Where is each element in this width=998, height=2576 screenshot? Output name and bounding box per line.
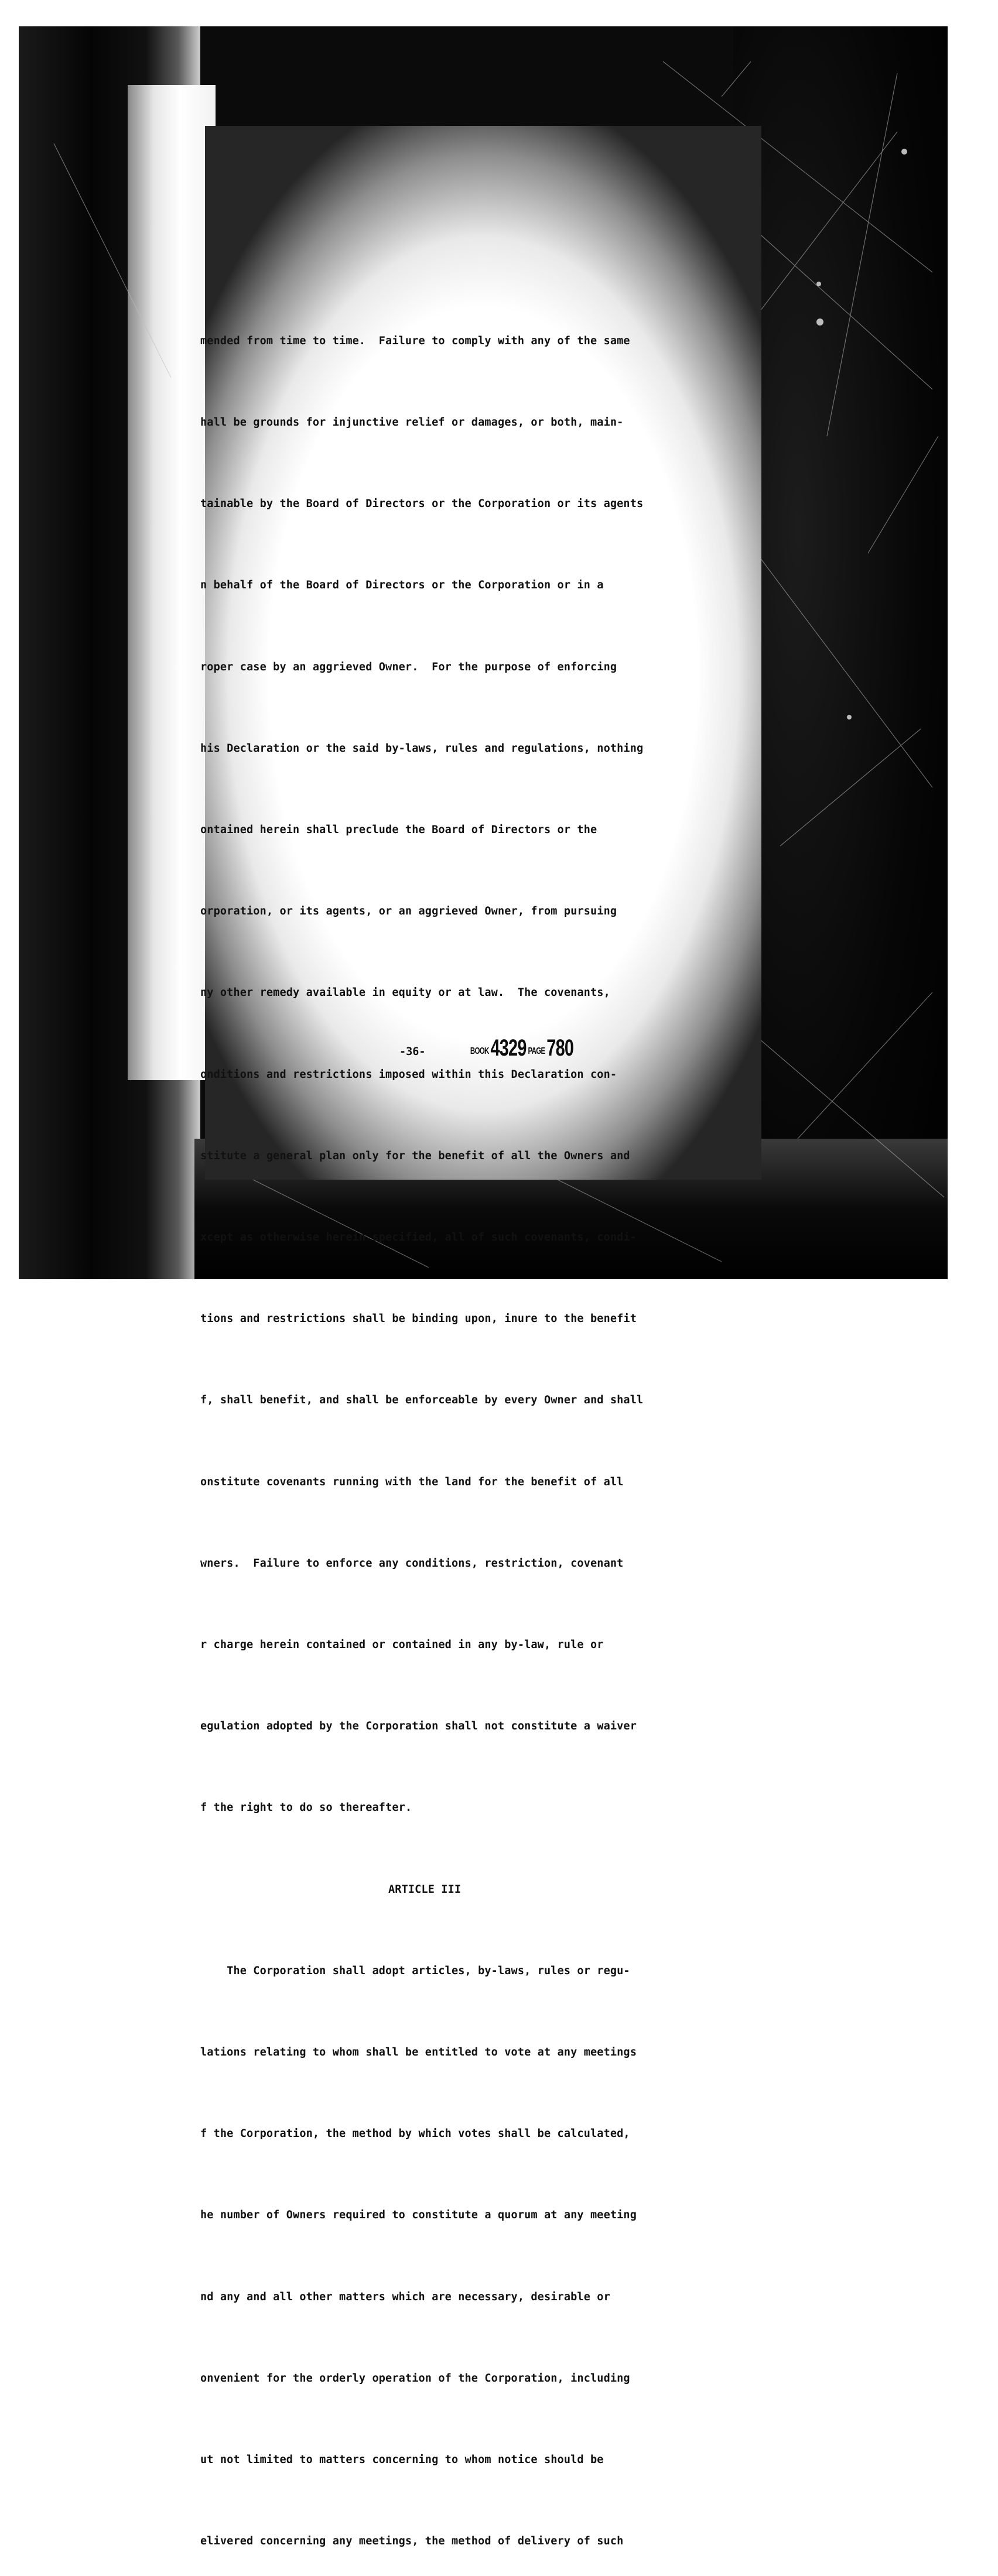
text-line: lations relating to whom shall be entitled to vote at any meetings [200,2046,637,2059]
text-line: The Corporation shall adopt articles, by-laws, rules or regu- [200,1964,630,1977]
book-page-stamp [469,1035,573,1061]
text-line: ontained herein shall preclude the Board of Directors or the [200,824,597,837]
text-line: roper case by an aggrieved Owner. For the purpose of enforcing [200,660,617,673]
text-line: ut not limited to matters concerning to whom notice should be [200,2454,604,2467]
text-line: f, shall benefit, and shall be enforceable by every Owner and shall [200,1394,644,1407]
text-line: xcept as otherwise herein specified, all of such covenants, condi- [200,1231,637,1244]
text-line: r charge herein contained or contained in any by-law, rule or [200,1639,604,1652]
stamp-page-label: PAGE [528,1046,545,1056]
text-line: f the Corporation, the method by which votes shall be calculated, [200,2128,630,2140]
document-body [200,273,739,2576]
text-line: onvenient for the orderly operation of the Corporation, including [200,2372,630,2385]
text-line: stitute a general plan only for the benefit of all the Owners and [200,1149,630,1162]
text-line: nd any and all other matters which are necessary, desirable or [200,2290,610,2303]
text-line: f the right to do so thereafter. [200,1801,412,1814]
text-line: n behalf of the Board of Directors or the Corporation or in a [200,579,604,592]
text-line: orporation, or its agents, or an aggrieved Owner, from pursuing [200,905,617,918]
text-line: his Declaration or the said by-laws, rules and regulations, nothing [200,742,644,755]
article-heading: ARTICLE III [388,1883,462,1896]
text-line: onditions and restrictions imposed within this Declaration con- [200,1068,617,1081]
stamp-book-number: 4329 [490,1035,527,1061]
stamp-book-label: BOOK [470,1046,489,1056]
text-line: tions and restrictions shall be binding upon, inure to the benefit [200,1313,637,1325]
text-line: ny other remedy available in equity or at law. The covenants, [200,986,610,999]
text-line: onstitute covenants running with the land for the benefit of all [200,1475,624,1488]
text-line: tainable by the Board of Directors or the Corporation or its agents [200,498,644,511]
text-line: he number of Owners required to constitute a quorum at any meeting [200,2209,637,2222]
page-number: -36- [399,1046,426,1058]
text-line: mended from time to time. Failure to comply with any of the same [200,334,630,347]
text-line: egulation adopted by the Corporation shall not constitute a waiver [200,1720,637,1733]
stamp-page-number: 780 [546,1035,574,1061]
text-line: hall be grounds for injunctive relief or damages, or both, main- [200,416,624,429]
text-line: elivered concerning any meetings, the method of delivery of such [200,2535,624,2548]
text-line: wners. Failure to enforce any conditions, restriction, covenant [200,1557,624,1570]
